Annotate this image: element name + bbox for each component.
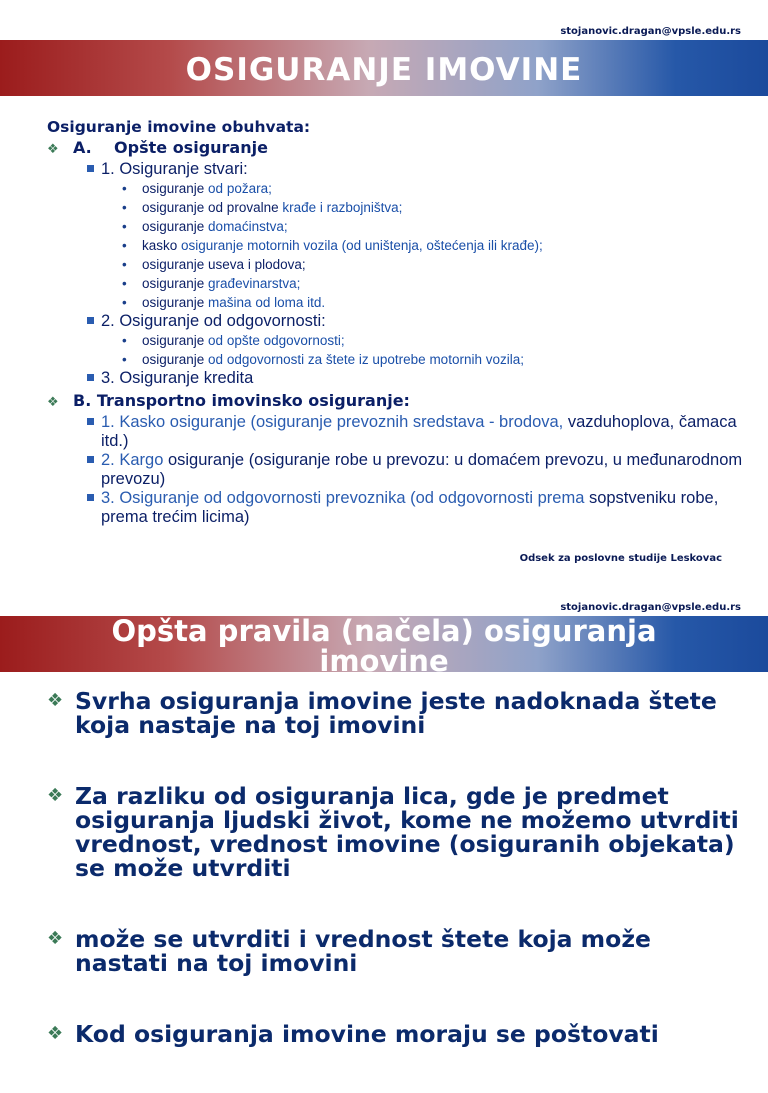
dot-bullet-icon: •	[122, 200, 127, 215]
diamond-bullet-icon: ❖	[47, 1023, 64, 1044]
dot-bullet-icon: •	[122, 181, 127, 196]
sub-list-item	[47, 255, 747, 274]
square-bullet-icon	[87, 312, 101, 331]
b3-text-dark: sopstveniku robe, prema trećim licima)	[101, 489, 719, 526]
dot-bullet-icon: •	[122, 238, 127, 253]
b1-text-light: 1. Kasko osiguranje (osiguranje prevoznih sredstava - brodova,	[101, 413, 568, 431]
sub-list-text-dark: osiguranje	[142, 333, 205, 348]
slide2-point	[47, 689, 747, 737]
b2-text	[101, 451, 747, 489]
slide2-point-text: Svrha osiguranja imovine jeste nadoknada štete koja nastaje na toj imovini	[75, 687, 717, 739]
square-bullet-icon	[87, 489, 101, 508]
sub-list-text-dark: osiguranje	[142, 276, 205, 291]
sub-list-text-light: od odgovornosti za štete iz upotrebe motornih vozila;	[204, 352, 524, 367]
slide2-point	[47, 784, 747, 880]
sub-list-text-dark: kasko	[142, 238, 178, 253]
diamond-bullet-icon: ❖	[47, 785, 64, 806]
dot-bullet-icon: •	[122, 219, 127, 234]
b2-text-light: 2. Kargo	[101, 451, 168, 469]
b3-item	[47, 489, 747, 527]
slide-title: OSIGURANJE IMOVINE	[185, 52, 583, 88]
b3-text-light: 3. Osiguranje od odgovornosti prevoznika (od odgovornosti prema	[101, 489, 589, 507]
square-bullet-icon	[87, 369, 101, 388]
sub-list-text-dark: osiguranje	[142, 181, 205, 196]
sub-list-text	[142, 179, 272, 198]
slide2-point-text: Kod osiguranja imovine moraju se poštovati	[75, 1020, 659, 1048]
a3-item	[47, 369, 747, 388]
b1-text	[101, 413, 747, 451]
slide2-title-banner	[0, 614, 768, 678]
a3-label: 3. Osiguranje kredita	[101, 369, 254, 387]
sub-list-item	[47, 217, 747, 236]
a2-list	[47, 331, 747, 369]
slide1-content	[47, 117, 747, 527]
dot-bullet-icon: •	[122, 333, 127, 348]
a2-item	[47, 312, 747, 331]
sub-list-text-dark: osiguranje	[142, 352, 205, 367]
sub-list-text-light: od požara;	[204, 181, 272, 196]
sub-list-item	[47, 350, 747, 369]
sub-list-text	[142, 331, 345, 350]
slide2-point	[47, 1022, 747, 1046]
sub-list-text-light: krađe i razbojništva;	[278, 200, 403, 215]
diamond-bullet-icon: ❖	[47, 395, 59, 410]
sub-list-text-light: mašina od loma itd.	[204, 295, 326, 310]
sub-list-text-dark: osiguranje od provalne	[142, 200, 279, 215]
sub-list-text-light: od opšte odgovornosti;	[204, 333, 345, 348]
sub-list-item	[47, 293, 747, 312]
b2-text-dark: osiguranje (osiguranje robe u prevozu: u domaćem prevozu, u međunarodnom prevozu)	[101, 451, 743, 488]
sub-list-text	[142, 236, 543, 255]
sub-list-text	[142, 274, 300, 293]
b1-text-dark: vazduhoplova, čamaca itd.)	[101, 413, 737, 450]
sub-list-text-dark: osiguranje useva i plodova;	[142, 257, 306, 272]
sub-list-item	[47, 331, 747, 350]
diamond-bullet-icon: ❖	[47, 928, 64, 949]
slide2-content	[47, 689, 747, 1093]
dot-bullet-icon: •	[122, 295, 127, 310]
sub-list-item	[47, 179, 747, 198]
email-header-2: stojanovic.dragan@vpsle.edu.rs	[560, 602, 741, 613]
sub-list-text	[142, 350, 524, 369]
slide2-point-text: može se utvrditi i vrednost štete koja može nastati na toj imovini	[75, 925, 651, 977]
square-bullet-icon	[87, 413, 101, 432]
sub-list-text-light: domaćinstva;	[204, 219, 288, 234]
slide-title-banner	[0, 40, 768, 96]
square-bullet-icon	[87, 160, 101, 179]
sub-list-item	[47, 236, 747, 255]
sub-list-item	[47, 274, 747, 293]
email-header: stojanovic.dragan@vpsle.edu.rs	[560, 26, 741, 37]
b3-text	[101, 489, 747, 527]
diamond-bullet-icon: ❖	[47, 142, 59, 157]
sub-list-text	[142, 293, 325, 312]
sub-list-text	[142, 198, 402, 217]
slide2-point	[47, 927, 747, 975]
sub-list-text	[142, 217, 288, 236]
sub-list-text-light: građevinarstva;	[204, 276, 301, 291]
section-b	[47, 390, 747, 413]
sub-list-text-dark: osiguranje	[142, 219, 205, 234]
section-b-label: B. Transportno imovinsko osiguranje:	[73, 391, 410, 410]
sub-list-text-light: osiguranje motornih vozila (od uništenja, oštećenja ili krađe);	[177, 238, 543, 253]
section-a	[47, 137, 747, 160]
slide2-point-text: Za razliku od osiguranja lica, gde je predmet osiguranja ljudski život, kome ne možemo utvrditi vrednost, vrednost imovine (osiguranih objekata) se može utvrditi	[75, 782, 739, 882]
a1-label: 1. Osiguranje stvari:	[101, 160, 248, 178]
intro-text: Osiguranje imovine obuhvata:	[47, 118, 311, 136]
dot-bullet-icon: •	[122, 276, 127, 291]
sub-list-item	[47, 198, 747, 217]
dot-bullet-icon: •	[122, 257, 127, 272]
square-bullet-icon	[87, 451, 101, 470]
dot-bullet-icon: •	[122, 352, 127, 367]
section-a-label: A. Opšte osiguranje	[73, 138, 268, 157]
slide2-title: Opšta pravila (načela) osiguranja imovine	[111, 614, 657, 678]
b2-item	[47, 451, 747, 489]
a2-label: 2. Osiguranje od odgovornosti:	[101, 312, 326, 330]
a1-item	[47, 160, 747, 179]
slide-footer: Odsek za poslovne studije Leskovac	[519, 553, 722, 564]
b1-item	[47, 413, 747, 451]
sub-list-text	[142, 255, 306, 274]
diamond-bullet-icon: ❖	[47, 690, 64, 711]
sub-list-text-dark: osiguranje	[142, 295, 205, 310]
a1-list	[47, 179, 747, 312]
